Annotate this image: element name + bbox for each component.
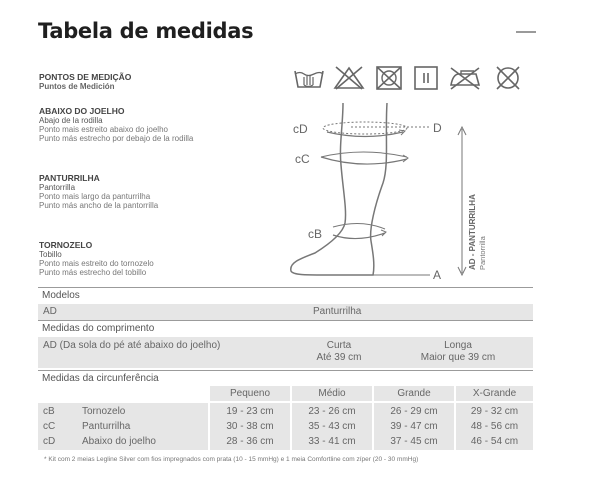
table-cell: 46 - 54 cm (470, 436, 519, 447)
point-title-es: Abajo de la rodilla (39, 116, 103, 125)
footnote: * Kit com 2 meias Legline Silver com fios impregnados com prata (10 - 15 mmHg) e 1 meia Comfortline com zíper (20 - 30 mmHg) (44, 456, 419, 463)
table-cell: 23 - 26 cm (308, 406, 356, 417)
point-ankle (39, 240, 154, 277)
length-row-label: AD (Da sola do pé até abaixo do joelho) (43, 340, 221, 351)
table-cell: 29 - 32 cm (470, 406, 519, 417)
label-cC: cC (295, 152, 310, 166)
hand-wash-icon (292, 65, 326, 91)
size-header: Grande (374, 386, 454, 401)
table-cell: 37 - 45 cm (390, 436, 438, 447)
axis-label-es: Pantorrilla (478, 236, 487, 270)
point-desc-es: Punto más estrecho por debajo de la rodilla (39, 134, 194, 143)
point-title-es: Pantorrilla (39, 183, 76, 192)
table-cell: 30 - 38 cm (226, 421, 274, 432)
points-heading: PONTOS DE MEDIÇÃO (39, 72, 132, 82)
size-header: Pequeno (210, 386, 290, 401)
length-long (383, 340, 533, 364)
point-desc-pt: Ponto mais largo da panturrilha (39, 192, 151, 201)
point-desc-pt: Ponto mais estreito do tornozelo (39, 259, 154, 268)
size-header: X-Grande (456, 386, 533, 401)
point-title: PANTURRILHA (39, 173, 100, 183)
label-A: A (433, 268, 442, 282)
leg-diagram (285, 95, 515, 285)
no-dry-clean-icon (492, 65, 524, 91)
table-cell: 48 - 56 cm (470, 421, 519, 432)
label-D: D (433, 121, 442, 135)
point-title: TORNOZELO (39, 240, 93, 250)
row-code: cB (43, 406, 55, 417)
no-tumble-dry-icon (374, 65, 404, 91)
table-cell: 26 - 29 cm (390, 406, 438, 417)
size-header: Médio (292, 386, 372, 401)
circ-table (38, 386, 533, 452)
no-iron-icon (447, 65, 483, 91)
point-title: ABAIXO DO JOELHO (39, 106, 125, 116)
point-desc-pt: Ponto mais estreito abaixo do joelho (39, 125, 168, 134)
point-desc-es: Punto más estrecho del tobillo (39, 268, 147, 277)
close-button[interactable] (516, 31, 536, 33)
dry-flat-icon (412, 65, 440, 91)
point-desc-es: Punto más ancho de la pantorrilla (39, 201, 159, 210)
model-code: AD (43, 306, 57, 317)
point-calf (39, 173, 158, 210)
row-name: Abaixo do joelho (82, 436, 156, 447)
points-heading-es: Puntos de Medición (39, 82, 115, 91)
row-name: Tornozelo (82, 406, 126, 417)
row-code: cC (43, 421, 56, 432)
model-name: Panturrilha (313, 306, 362, 317)
length-heading: Medidas do comprimento (38, 320, 533, 336)
table-cell: 35 - 43 cm (308, 421, 356, 432)
no-bleach-icon (332, 65, 366, 91)
models-row (38, 304, 533, 320)
table-cell: 19 - 23 cm (226, 406, 274, 417)
page-title: Tabela de medidas (38, 19, 254, 43)
point-title-es: Tobillo (39, 250, 62, 259)
table-cell: 28 - 36 cm (226, 436, 274, 447)
models-heading: Modelos (38, 287, 533, 303)
table-cell: 39 - 47 cm (390, 421, 438, 432)
row-code: cD (43, 436, 56, 447)
length-long-value: Maior que 39 cm (420, 352, 496, 363)
points-heading-block (39, 72, 131, 91)
axis-label: AD - PANTURRILHA (468, 194, 477, 270)
label-cB: cB (308, 227, 323, 241)
care-icons (292, 65, 530, 93)
circ-heading: Medidas da circunferência (38, 370, 533, 386)
length-short-value: Até 39 cm (316, 352, 362, 363)
length-row (38, 337, 533, 368)
length-short (303, 340, 375, 364)
table-cell: 33 - 41 cm (308, 436, 356, 447)
label-cD: cD (293, 122, 308, 136)
length-short-name: Curta (326, 340, 352, 351)
row-name: Panturrilha (82, 421, 131, 432)
point-below-knee (39, 106, 193, 143)
length-long-name: Longa (444, 340, 472, 351)
